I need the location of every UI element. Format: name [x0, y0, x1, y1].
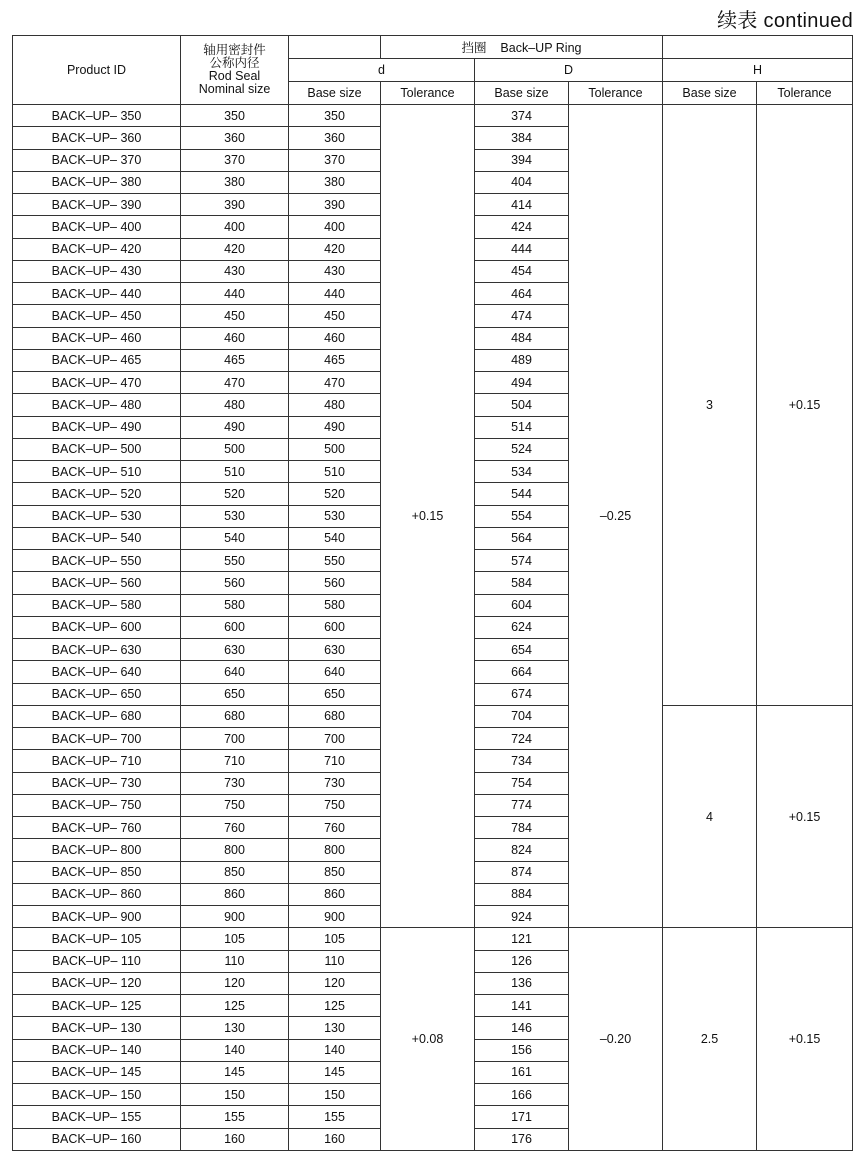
rod-seal-nominal-cell: 110 [181, 950, 289, 972]
D-base-size-cell: 774 [475, 794, 569, 816]
rod-seal-nominal-cell: 650 [181, 683, 289, 705]
header-D-tolerance: Tolerance [569, 82, 663, 105]
product-id-cell: BACK–UP– 680 [13, 705, 181, 727]
product-id-cell: BACK–UP– 730 [13, 772, 181, 794]
product-id-cell: BACK–UP– 800 [13, 839, 181, 861]
D-base-size-cell: 484 [475, 327, 569, 349]
rod-seal-nominal-cell: 460 [181, 327, 289, 349]
D-base-size-cell: 874 [475, 861, 569, 883]
product-id-cell: BACK–UP– 420 [13, 238, 181, 260]
product-id-cell: BACK–UP– 140 [13, 1039, 181, 1061]
product-id-cell: BACK–UP– 465 [13, 349, 181, 371]
d-base-size-cell: 105 [289, 928, 381, 950]
header-H-tolerance: Tolerance [757, 82, 853, 105]
d-base-size-cell: 400 [289, 216, 381, 238]
d-base-size-cell: 730 [289, 772, 381, 794]
d-base-size-cell: 470 [289, 372, 381, 394]
D-base-size-cell: 171 [475, 1106, 569, 1128]
header-D-base-size: Base size [475, 82, 569, 105]
d-base-size-cell: 640 [289, 661, 381, 683]
D-base-size-cell: 384 [475, 127, 569, 149]
d-base-size-cell: 560 [289, 572, 381, 594]
d-base-size-cell: 140 [289, 1039, 381, 1061]
table-body [13, 105, 853, 1151]
rod-seal-nominal-cell: 160 [181, 1128, 289, 1150]
D-base-size-cell: 166 [475, 1084, 569, 1106]
d-base-size-cell: 160 [289, 1128, 381, 1150]
D-base-size-cell: 584 [475, 572, 569, 594]
product-id-cell: BACK–UP– 110 [13, 950, 181, 972]
product-id-cell: BACK–UP– 120 [13, 972, 181, 994]
d-tolerance-cell: +0.08 [381, 928, 475, 1151]
rod-seal-nominal-cell: 450 [181, 305, 289, 327]
header-d-inner: d [289, 59, 475, 82]
D-base-size-cell: 414 [475, 194, 569, 216]
D-base-size-cell: 404 [475, 171, 569, 193]
D-base-size-cell: 474 [475, 305, 569, 327]
header-blank-right [663, 36, 853, 59]
D-base-size-cell: 121 [475, 928, 569, 950]
product-id-cell: BACK–UP– 520 [13, 483, 181, 505]
d-base-size-cell: 120 [289, 972, 381, 994]
D-base-size-cell: 574 [475, 550, 569, 572]
D-base-size-cell: 664 [475, 661, 569, 683]
product-id-cell: BACK–UP– 440 [13, 283, 181, 305]
product-id-cell: BACK–UP– 400 [13, 216, 181, 238]
D-base-size-cell: 604 [475, 594, 569, 616]
D-base-size-cell: 374 [475, 105, 569, 127]
d-base-size-cell: 580 [289, 594, 381, 616]
d-base-size-cell: 480 [289, 394, 381, 416]
rod-seal-nominal-cell: 640 [181, 661, 289, 683]
H-tolerance-cell: +0.15 [757, 105, 853, 706]
d-base-size-cell: 370 [289, 149, 381, 171]
rod-seal-nominal-cell: 125 [181, 995, 289, 1017]
d-base-size-cell: 630 [289, 639, 381, 661]
D-base-size-cell: 141 [475, 995, 569, 1017]
H-base-size-cell: 3 [663, 105, 757, 706]
rod-seal-nominal-cell: 105 [181, 928, 289, 950]
rod-seal-nominal-cell: 710 [181, 750, 289, 772]
product-id-cell: BACK–UP– 540 [13, 527, 181, 549]
header-rod-seal-line-4: Nominal size [198, 82, 271, 96]
product-id-cell: BACK–UP– 900 [13, 906, 181, 928]
product-id-cell: BACK–UP– 350 [13, 105, 181, 127]
rod-seal-nominal-cell: 145 [181, 1061, 289, 1083]
d-base-size-cell: 700 [289, 728, 381, 750]
rod-seal-nominal-cell: 490 [181, 416, 289, 438]
product-id-cell: BACK–UP– 580 [13, 594, 181, 616]
d-base-size-cell: 380 [289, 171, 381, 193]
d-base-size-cell: 490 [289, 416, 381, 438]
d-base-size-cell: 155 [289, 1106, 381, 1128]
D-base-size-cell: 704 [475, 705, 569, 727]
rod-seal-nominal-cell: 800 [181, 839, 289, 861]
rod-seal-nominal-cell: 600 [181, 616, 289, 638]
product-id-cell: BACK–UP– 380 [13, 171, 181, 193]
D-base-size-cell: 734 [475, 750, 569, 772]
rod-seal-nominal-cell: 900 [181, 906, 289, 928]
rod-seal-nominal-cell: 630 [181, 639, 289, 661]
rod-seal-nominal-cell: 500 [181, 438, 289, 460]
product-id-cell: BACK–UP– 500 [13, 438, 181, 460]
D-base-size-cell: 176 [475, 1128, 569, 1150]
table-row [13, 928, 853, 950]
D-base-size-cell: 884 [475, 883, 569, 905]
d-base-size-cell: 650 [289, 683, 381, 705]
rod-seal-nominal-cell: 700 [181, 728, 289, 750]
product-id-cell: BACK–UP– 150 [13, 1084, 181, 1106]
d-base-size-cell: 520 [289, 483, 381, 505]
rod-seal-nominal-cell: 470 [181, 372, 289, 394]
rod-seal-nominal-cell: 360 [181, 127, 289, 149]
rod-seal-nominal-cell: 480 [181, 394, 289, 416]
d-base-size-cell: 750 [289, 794, 381, 816]
D-base-size-cell: 824 [475, 839, 569, 861]
d-base-size-cell: 530 [289, 505, 381, 527]
D-base-size-cell: 394 [475, 149, 569, 171]
d-base-size-cell: 440 [289, 283, 381, 305]
rod-seal-nominal-cell: 420 [181, 238, 289, 260]
d-tolerance-cell: +0.15 [381, 105, 475, 928]
d-base-size-cell: 125 [289, 995, 381, 1017]
d-base-size-cell: 130 [289, 1017, 381, 1039]
D-base-size-cell: 424 [475, 216, 569, 238]
product-id-cell: BACK–UP– 470 [13, 372, 181, 394]
D-base-size-cell: 504 [475, 394, 569, 416]
rod-seal-nominal-cell: 860 [181, 883, 289, 905]
d-base-size-cell: 860 [289, 883, 381, 905]
D-base-size-cell: 146 [475, 1017, 569, 1039]
product-id-cell: BACK–UP– 630 [13, 639, 181, 661]
header-H-base-size: Base size [663, 82, 757, 105]
product-id-cell: BACK–UP– 560 [13, 572, 181, 594]
d-base-size-cell: 550 [289, 550, 381, 572]
d-base-size-cell: 850 [289, 861, 381, 883]
header-D-outer: D [475, 59, 663, 82]
d-base-size-cell: 390 [289, 194, 381, 216]
rod-seal-nominal-cell: 465 [181, 349, 289, 371]
product-id-cell: BACK–UP– 480 [13, 394, 181, 416]
product-id-cell: BACK–UP– 130 [13, 1017, 181, 1039]
d-base-size-cell: 900 [289, 906, 381, 928]
rod-seal-nominal-cell: 540 [181, 527, 289, 549]
product-id-cell: BACK–UP– 460 [13, 327, 181, 349]
product-id-cell: BACK–UP– 700 [13, 728, 181, 750]
d-base-size-cell: 360 [289, 127, 381, 149]
D-base-size-cell: 544 [475, 483, 569, 505]
d-base-size-cell: 510 [289, 461, 381, 483]
product-id-cell: BACK–UP– 550 [13, 550, 181, 572]
D-base-size-cell: 494 [475, 372, 569, 394]
header-d-base-size: Base size [289, 82, 381, 105]
D-base-size-cell: 784 [475, 817, 569, 839]
rod-seal-nominal-cell: 520 [181, 483, 289, 505]
D-tolerance-cell: –0.25 [569, 105, 663, 928]
d-base-size-cell: 465 [289, 349, 381, 371]
table-row [13, 105, 853, 127]
rod-seal-nominal-cell: 430 [181, 260, 289, 282]
rod-seal-nominal-cell: 850 [181, 861, 289, 883]
rod-seal-nominal-cell: 440 [181, 283, 289, 305]
rod-seal-nominal-cell: 750 [181, 794, 289, 816]
d-base-size-cell: 430 [289, 260, 381, 282]
rod-seal-nominal-cell: 380 [181, 171, 289, 193]
rod-seal-nominal-cell: 390 [181, 194, 289, 216]
product-id-cell: BACK–UP– 155 [13, 1106, 181, 1128]
D-base-size-cell: 724 [475, 728, 569, 750]
d-base-size-cell: 110 [289, 950, 381, 972]
product-id-cell: BACK–UP– 510 [13, 461, 181, 483]
rod-seal-nominal-cell: 580 [181, 594, 289, 616]
rod-seal-nominal-cell: 155 [181, 1106, 289, 1128]
H-tolerance-cell: +0.15 [757, 705, 853, 928]
D-base-size-cell: 554 [475, 505, 569, 527]
D-base-size-cell: 161 [475, 1061, 569, 1083]
product-id-cell: BACK–UP– 490 [13, 416, 181, 438]
header-blank-left [289, 36, 381, 59]
d-base-size-cell: 150 [289, 1084, 381, 1106]
D-base-size-cell: 136 [475, 972, 569, 994]
D-base-size-cell: 654 [475, 639, 569, 661]
product-id-cell: BACK–UP– 360 [13, 127, 181, 149]
product-id-cell: BACK–UP– 650 [13, 683, 181, 705]
product-id-cell: BACK–UP– 450 [13, 305, 181, 327]
d-base-size-cell: 710 [289, 750, 381, 772]
rod-seal-nominal-cell: 130 [181, 1017, 289, 1039]
product-id-cell: BACK–UP– 760 [13, 817, 181, 839]
D-base-size-cell: 674 [475, 683, 569, 705]
D-base-size-cell: 454 [475, 260, 569, 282]
product-id-cell: BACK–UP– 105 [13, 928, 181, 950]
D-base-size-cell: 564 [475, 527, 569, 549]
rod-seal-nominal-cell: 140 [181, 1039, 289, 1061]
d-base-size-cell: 420 [289, 238, 381, 260]
D-base-size-cell: 464 [475, 283, 569, 305]
d-base-size-cell: 800 [289, 839, 381, 861]
rod-seal-nominal-cell: 530 [181, 505, 289, 527]
rod-seal-nominal-cell: 150 [181, 1084, 289, 1106]
D-base-size-cell: 514 [475, 416, 569, 438]
D-base-size-cell: 126 [475, 950, 569, 972]
product-id-cell: BACK–UP– 850 [13, 861, 181, 883]
back-up-ring-spec-table [12, 35, 853, 1151]
rod-seal-nominal-cell: 760 [181, 817, 289, 839]
d-base-size-cell: 145 [289, 1061, 381, 1083]
header-back-up-ring: 挡圈 Back–UP Ring [381, 36, 663, 59]
rod-seal-nominal-cell: 680 [181, 705, 289, 727]
header-rod-seal-line-1: 轴用密封件 [203, 43, 266, 57]
product-id-cell: BACK–UP– 600 [13, 616, 181, 638]
d-base-size-cell: 760 [289, 817, 381, 839]
d-base-size-cell: 540 [289, 527, 381, 549]
H-tolerance-cell: +0.15 [757, 928, 853, 1151]
rod-seal-nominal-cell: 350 [181, 105, 289, 127]
rod-seal-nominal-cell: 400 [181, 216, 289, 238]
product-id-cell: BACK–UP– 710 [13, 750, 181, 772]
D-base-size-cell: 534 [475, 461, 569, 483]
product-id-cell: BACK–UP– 390 [13, 194, 181, 216]
rod-seal-nominal-cell: 730 [181, 772, 289, 794]
d-base-size-cell: 450 [289, 305, 381, 327]
product-id-cell: BACK–UP– 370 [13, 149, 181, 171]
rod-seal-nominal-cell: 370 [181, 149, 289, 171]
continued-label: 续表 continued [717, 10, 853, 32]
d-base-size-cell: 460 [289, 327, 381, 349]
D-base-size-cell: 156 [475, 1039, 569, 1061]
product-id-cell: BACK–UP– 145 [13, 1061, 181, 1083]
product-id-cell: BACK–UP– 750 [13, 794, 181, 816]
header-rod-seal-line-2: 公称内径 [209, 56, 260, 70]
H-base-size-cell: 4 [663, 705, 757, 928]
d-base-size-cell: 350 [289, 105, 381, 127]
header-product-id: Product ID [13, 36, 181, 105]
product-id-cell: BACK–UP– 530 [13, 505, 181, 527]
product-id-cell: BACK–UP– 125 [13, 995, 181, 1017]
header-d-tolerance: Tolerance [381, 82, 475, 105]
D-base-size-cell: 524 [475, 438, 569, 460]
D-base-size-cell: 924 [475, 906, 569, 928]
rod-seal-nominal-cell: 510 [181, 461, 289, 483]
header-rod-seal-line-3: Rod Seal [208, 69, 261, 83]
product-id-cell: BACK–UP– 860 [13, 883, 181, 905]
product-id-cell: BACK–UP– 430 [13, 260, 181, 282]
product-id-cell: BACK–UP– 640 [13, 661, 181, 683]
D-base-size-cell: 489 [475, 349, 569, 371]
D-base-size-cell: 754 [475, 772, 569, 794]
rod-seal-nominal-cell: 560 [181, 572, 289, 594]
rod-seal-nominal-cell: 120 [181, 972, 289, 994]
product-id-cell: BACK–UP– 160 [13, 1128, 181, 1150]
header-rod-seal-nominal [181, 36, 289, 105]
D-base-size-cell: 624 [475, 616, 569, 638]
H-base-size-cell: 2.5 [663, 928, 757, 1151]
D-base-size-cell: 444 [475, 238, 569, 260]
rod-seal-nominal-cell: 550 [181, 550, 289, 572]
D-tolerance-cell: –0.20 [569, 928, 663, 1151]
d-base-size-cell: 600 [289, 616, 381, 638]
d-base-size-cell: 680 [289, 705, 381, 727]
header-H-height: H [663, 59, 853, 82]
d-base-size-cell: 500 [289, 438, 381, 460]
